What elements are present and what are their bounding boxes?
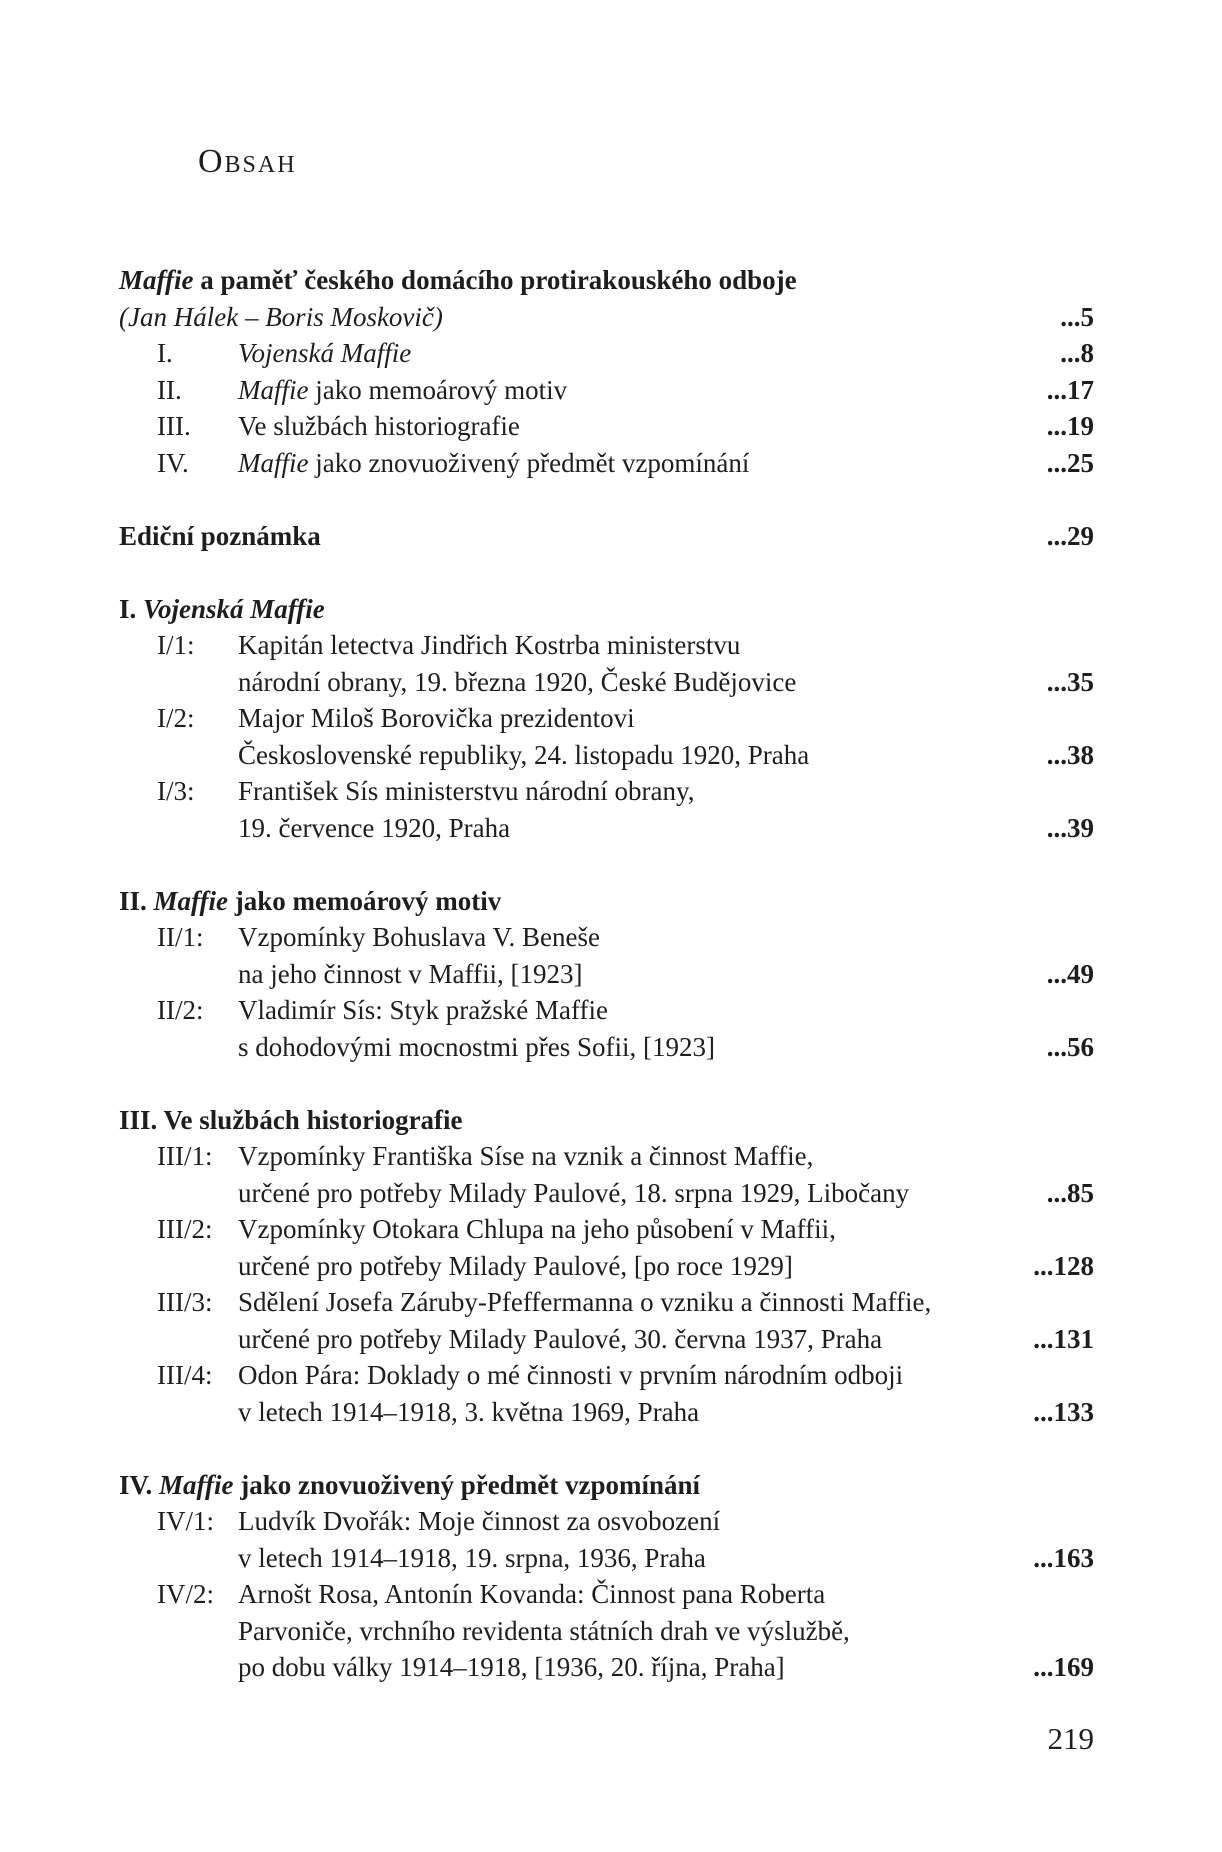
entry-line: v letech 1914–1918, 3. května 1969, Praha bbox=[238, 1396, 700, 1427]
page-number: ...5 bbox=[1060, 301, 1094, 332]
toc-entry bbox=[119, 919, 1094, 992]
entry-line: Ludvík Dvořák: Moje činnost za osvobození bbox=[238, 1506, 721, 1536]
entry-line: Vzpomínky Bohuslava V. Beneše bbox=[238, 922, 600, 952]
entry-number: IV/2: bbox=[157, 1579, 214, 1609]
toc-heading-part-3 bbox=[119, 1102, 1094, 1139]
table-of-contents bbox=[119, 262, 1094, 1686]
page-number: ...85 bbox=[1046, 1177, 1094, 1208]
entry-line: Vzpomínky Františka Síse na vznik a činnost Maffie, bbox=[238, 1141, 814, 1171]
entry-number: I. bbox=[157, 338, 173, 368]
page-number: ...133 bbox=[1033, 1396, 1094, 1427]
page-number: ...25 bbox=[1046, 447, 1094, 478]
toc-entry bbox=[119, 372, 1094, 409]
page-number: ...8 bbox=[1060, 338, 1094, 368]
toc-heading-part-1 bbox=[119, 591, 1094, 628]
entry-line: Parvoniče, vrchního revidenta státních drah ve výslužbě, bbox=[238, 1615, 850, 1646]
toc-entry bbox=[119, 335, 1094, 372]
spacer bbox=[119, 1430, 1094, 1467]
page-number: ...35 bbox=[1046, 666, 1094, 697]
toc-entry bbox=[119, 773, 1094, 846]
page-number: ...131 bbox=[1033, 1323, 1094, 1354]
entry-line: Československé republiky, 24. listopadu 1920, Praha bbox=[238, 739, 810, 770]
page-number: ...169 bbox=[1033, 1652, 1094, 1682]
entry-rest: Ve službách historiografie bbox=[238, 411, 520, 441]
toc-entry-authors bbox=[119, 299, 1094, 336]
toc-entry bbox=[119, 992, 1094, 1065]
heading-prefix: I. bbox=[119, 593, 144, 624]
toc-entry bbox=[119, 445, 1094, 482]
entry-line: František Sís ministerstvu národní obrany, bbox=[238, 776, 695, 806]
spacer bbox=[119, 554, 1094, 591]
heading-prefix: IV. bbox=[119, 1469, 160, 1500]
entry-line: určené pro potřeby Milady Paulové, 18. srpna 1929, Libočany bbox=[238, 1177, 910, 1208]
entry-line: Odon Pára: Doklady o mé činnosti v prvním národním odboji bbox=[238, 1360, 904, 1390]
toc-entry bbox=[119, 1138, 1094, 1211]
entry-line: Major Miloš Borovička prezidentovi bbox=[238, 703, 635, 733]
entry-number: III/4: bbox=[157, 1360, 213, 1390]
toc-heading-part-2 bbox=[119, 883, 1094, 920]
entry-number: I/3: bbox=[157, 776, 195, 806]
toc-entry bbox=[119, 627, 1094, 700]
toc-entry bbox=[119, 1284, 1094, 1357]
entry-line: Vladimír Sís: Styk pražské Maffie bbox=[238, 995, 608, 1025]
heading-rest: jako memoárový motiv bbox=[228, 885, 502, 916]
entry-number: III. bbox=[157, 411, 191, 441]
page-title: Obsah bbox=[198, 142, 297, 180]
heading-text: III. Ve službách historiografie bbox=[119, 1104, 463, 1135]
entry-line: Vzpomínky Otokara Chlupa na jeho působení v Maffii, bbox=[238, 1214, 836, 1244]
entry-number: III/2: bbox=[157, 1214, 213, 1244]
toc-entry bbox=[119, 1576, 1094, 1686]
page-number: ...38 bbox=[1046, 739, 1094, 770]
entry-line: Sdělení Josefa Záruby-Pfeffermanna o vzniku a činnosti Maffie, bbox=[238, 1287, 932, 1317]
toc-entry bbox=[119, 1211, 1094, 1284]
spacer bbox=[119, 846, 1094, 883]
page-number: ...163 bbox=[1033, 1542, 1094, 1573]
toc-heading-edicni bbox=[119, 518, 1094, 555]
entry-line: Arnošt Rosa, Antonín Kovanda: Činnost pana Roberta bbox=[238, 1579, 826, 1609]
toc-entry bbox=[119, 1503, 1094, 1576]
entry-line: v letech 1914–1918, 19. srpna, 1936, Praha bbox=[238, 1542, 706, 1573]
entry-number: III/1: bbox=[157, 1141, 213, 1171]
entry-title bbox=[238, 335, 411, 372]
page-number: ...128 bbox=[1033, 1250, 1094, 1281]
toc-heading-part-4 bbox=[119, 1467, 1094, 1504]
entry-line: Kapitán letectva Jindřich Kostrba ministerstvu bbox=[238, 630, 741, 660]
entry-number: IV. bbox=[157, 447, 189, 478]
entry-number: I/2: bbox=[157, 703, 195, 733]
entry-number: IV/1: bbox=[157, 1506, 214, 1536]
toc-entry bbox=[119, 408, 1094, 445]
entry-line: na jeho činnost v Maffii, [1923] bbox=[238, 958, 583, 989]
spacer bbox=[119, 481, 1094, 518]
heading-italic: Maffie bbox=[159, 1469, 234, 1500]
heading-italic: Maffie bbox=[153, 885, 229, 916]
entry-italic: Maffie bbox=[238, 374, 309, 405]
entry-rest: jako znovuoživený předmět vzpomínání bbox=[308, 447, 750, 478]
entry-line: 19. července 1920, Praha bbox=[238, 812, 511, 843]
heading-text: Ediční poznámka bbox=[119, 520, 321, 551]
authors-text: (Jan Hálek – Boris Moskovič) bbox=[119, 301, 443, 332]
toc-entry bbox=[119, 1357, 1094, 1430]
spacer bbox=[119, 1065, 1094, 1102]
entry-title bbox=[238, 445, 749, 482]
entry-line: s dohodovými mocnostmi přes Sofii, [1923] bbox=[238, 1031, 715, 1062]
entry-title bbox=[238, 408, 520, 445]
page-number: ...29 bbox=[1046, 520, 1094, 551]
entry-rest: jako memoárový motiv bbox=[308, 374, 568, 405]
heading-rest: jako znovuoživený předmět vzpomínání bbox=[233, 1469, 701, 1500]
entry-line: určené pro potřeby Milady Paulové, 30. června 1937, Praha bbox=[238, 1323, 883, 1354]
page-number: ...39 bbox=[1046, 812, 1094, 843]
heading-italic: Maffie bbox=[119, 265, 194, 295]
entry-line: národní obrany, 19. března 1920, České Budějovice bbox=[238, 666, 797, 697]
entry-title bbox=[238, 372, 567, 409]
page-number-folio: 219 bbox=[1047, 1721, 1094, 1756]
entry-number: III/3: bbox=[157, 1287, 213, 1317]
entry-number: II/2: bbox=[157, 995, 204, 1025]
entry-number: I/1: bbox=[157, 630, 195, 660]
page-number: ...49 bbox=[1046, 958, 1094, 989]
heading-italic: Vojenská Maffie bbox=[143, 593, 325, 624]
heading-prefix: II. bbox=[119, 885, 154, 916]
entry-line: po dobu války 1914–1918, [1936, 20. října, Praha] bbox=[238, 1652, 785, 1682]
entry-italic: Vojenská Maffie bbox=[238, 338, 412, 368]
toc-heading-intro bbox=[119, 262, 1094, 299]
toc-entry bbox=[119, 700, 1094, 773]
entry-number: II. bbox=[157, 374, 182, 405]
entry-number: II/1: bbox=[157, 922, 204, 952]
page-number: ...56 bbox=[1046, 1031, 1094, 1062]
entry-italic: Maffie bbox=[238, 447, 309, 478]
entry-line: určené pro potřeby Milady Paulové, [po roce 1929] bbox=[238, 1250, 793, 1281]
heading-rest: a paměť českého domácího protirakouského odboje bbox=[193, 265, 797, 295]
page-number: ...19 bbox=[1046, 411, 1094, 441]
page-number: ...17 bbox=[1046, 374, 1094, 405]
